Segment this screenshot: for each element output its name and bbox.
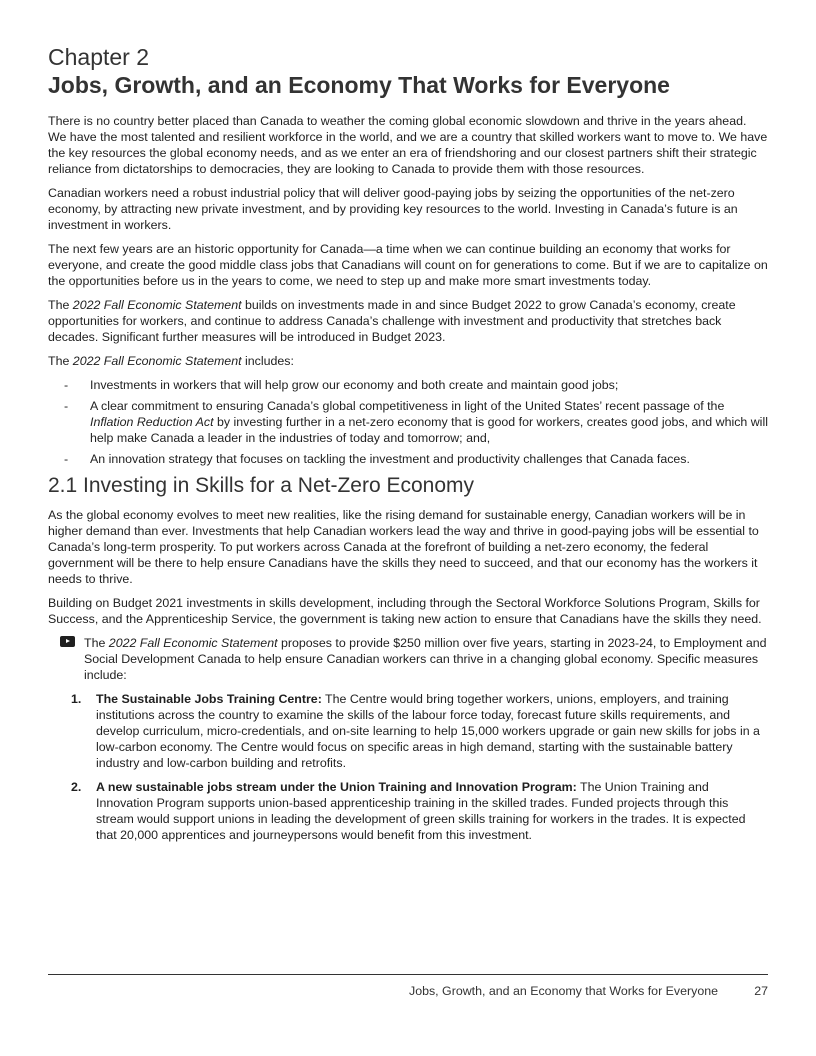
- section-title: 2.1 Investing in Skills for a Net-Zero Economy: [48, 474, 475, 497]
- list-item: - A clear commitment to ensuring Canada’s global competitiveness in light of the United States’ recent passage of the Inflation Reduction Act by investing further in a net-zero economy that is good for workers, creates good jobs, and which will help make Canada a leader in the industries of today and tomorrow; and,: [64, 399, 768, 445]
- intro-paragraph-4: The 2022 Fall Economic Statement builds on investments made in and since Budget 2022 to grow Canada’s economy, create opportunities for workers, and continue to address Canada’s challenge with investment and productivity that stretches back decades. Significant further measures will be introduced in Budget 2023.: [48, 298, 736, 344]
- list-item: - Investments in workers that will help grow our economy and both create and maintain good jobs;: [64, 378, 619, 392]
- document-title-italic: 2022 Fall Economic Statement: [72, 354, 242, 368]
- intro-paragraph-1: There is no country better placed than Canada to weather the coming global economic slowdown and thrive in the years ahead. We have the most talented and resilient workforce in the world, and we are a country that skilled workers want to move to. We have the key resources the global economy needs, and as we enter an era of friendshoring and our closest partners shift their strategic reliance from dictatorships to democracies, they are looking to Canada to provide them with those resources.: [48, 114, 768, 176]
- footer-running-title: Jobs, Growth, and an Economy that Works for Everyone: [409, 984, 718, 998]
- page-content: [48, 44, 768, 851]
- measure-item: 1. The Sustainable Jobs Training Centre: The Centre would bring together workers, unions, employers, and training institutions across the country to examine the skills of the labour force today, forecast future skills requirements, and develop curriculum, micro-credentials, and on-site learning to help 15,000 workers upgrade or gain new skills for jobs in a low-carbon economy. The Centre would focus on specific areas in high demand, starting with the sustainable battery industry and low-carbon building and retrofits.: [71, 692, 760, 770]
- page-number: 27: [754, 984, 768, 998]
- dash-bullet: -: [64, 452, 69, 466]
- intro-paragraph-5: The 2022 Fall Economic Statement includes:: [48, 354, 294, 368]
- intro-paragraph-2: Canadian workers need a robust industrial policy that will deliver good-paying jobs by seizing the opportunities of the net-zero economy, by attracting new private investment, and by providing key resources to the world. Investing in Canada’s future is an investment in workers.: [48, 186, 738, 232]
- includes-list: [48, 377, 768, 467]
- section-paragraph-2: Building on Budget 2021 investments in skills development, including through the Sectoral Workforce Solutions Program, Skills for Success, and the Apprenticeship Service, the government is taking new action to ensure that Canadians have the skills they need.: [48, 596, 762, 626]
- measure-lead: The Sustainable Jobs Training Centre:: [96, 692, 322, 706]
- footer-divider: [48, 974, 768, 975]
- list-item: - An innovation strategy that focuses on tackling the investment and productivity challenges that Canada faces.: [64, 452, 690, 466]
- dash-bullet: -: [64, 399, 69, 413]
- document-title-italic: 2022 Fall Economic Statement: [108, 636, 278, 650]
- chapter-title: Jobs, Growth, and an Economy That Works for Everyone: [48, 72, 670, 98]
- measure-lead: A new sustainable jobs stream under the Union Training and Innovation Program:: [96, 780, 577, 794]
- measure-item: 2. A new sustainable jobs stream under the Union Training and Innovation Program: The Union Training and Innovation Program supports union-based apprenticeship training in the skilled trades. Funded projects through this stream would support unions in leading the development of green skills training for workers in the trades. It is expected that 20,000 apprentices and journeypersons would benefit from this investment.: [71, 780, 746, 842]
- measures-list: [48, 691, 768, 843]
- measure-number: 1.: [71, 692, 82, 706]
- measure-callout: The 2022 Fall Economic Statement proposes to provide $250 million over five years, starting in 2023-24, to Employment and Social Development Canada to help ensure Canadian workers can thrive in a changing global economy. Specific measures include:: [48, 635, 768, 683]
- section-paragraph-1: As the global economy evolves to meet new realities, like the rising demand for sustainable energy, Canadian workers will be in higher demand than ever. Investments that help Canadian workers lead the way and thrive in good-paying jobs will be essential to Canada’s long-term prosperity. To put workers across Canada at the forefront of building a net-zero economy, the federal government will be there to help ensure Canadians have the skills they need to succeed, and that our economy has the workers it needs to thrive.: [48, 508, 759, 586]
- chapter-label: Chapter 2: [48, 44, 150, 70]
- act-title-italic: Inflation Reduction Act: [90, 415, 214, 429]
- play-arrow-icon: [60, 636, 75, 647]
- measure-number: 2.: [71, 780, 82, 794]
- dash-bullet: -: [64, 378, 69, 392]
- intro-paragraph-3: The next few years are an historic opportunity for Canada—a time when we can continue building an economy that works for everyone, and create the good middle class jobs that Canadians will count on for generations to come. But if we are to capitalize on the opportunities before us in the years to come, we need to step up and make more smart investments today.: [48, 242, 768, 288]
- document-title-italic: 2022 Fall Economic Statement: [72, 298, 242, 312]
